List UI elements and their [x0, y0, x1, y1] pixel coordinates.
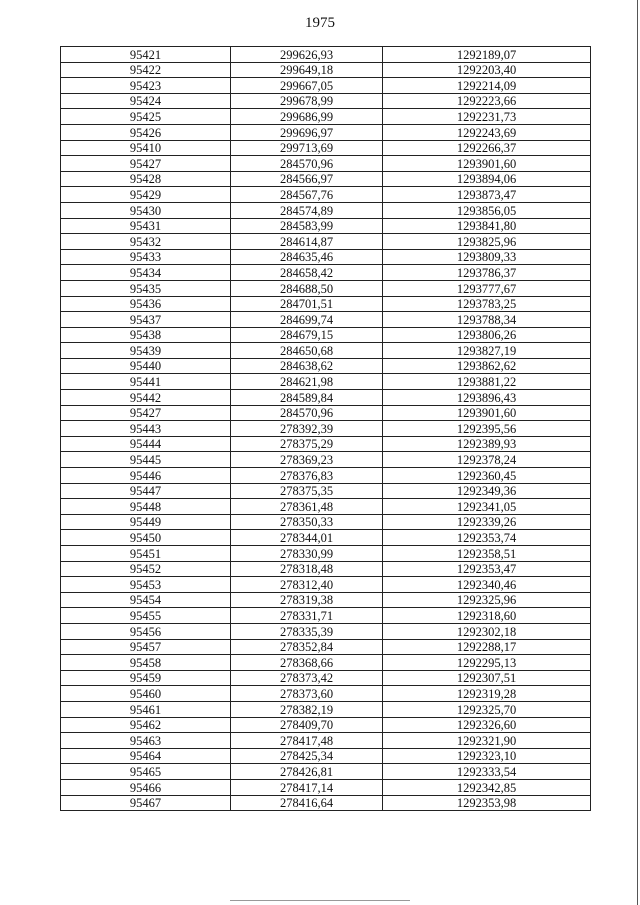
x-coordinate-cell: 278319,38 [231, 592, 383, 608]
x-coordinate-cell: 278409,70 [231, 717, 383, 733]
point-number-cell: 95447 [61, 483, 231, 499]
table-row [61, 623, 591, 639]
point-number-cell: 95424 [61, 93, 231, 109]
x-coordinate-cell: 278417,48 [231, 733, 383, 749]
y-coordinate-cell: 1293881,22 [383, 374, 591, 390]
y-coordinate-cell: 1292333,54 [383, 764, 591, 780]
table-row [61, 140, 591, 156]
x-coordinate-cell: 284688,50 [231, 280, 383, 296]
y-coordinate-cell: 1293809,33 [383, 249, 591, 265]
table-row [61, 187, 591, 203]
y-coordinate-cell: 1293896,43 [383, 390, 591, 406]
y-coordinate-cell: 1292189,07 [383, 47, 591, 63]
table-row [61, 249, 591, 265]
table-row [61, 577, 591, 593]
point-number-cell: 95449 [61, 514, 231, 530]
table-row [61, 78, 591, 94]
x-coordinate-cell: 278350,33 [231, 514, 383, 530]
x-coordinate-cell: 278331,71 [231, 608, 383, 624]
x-coordinate-cell: 299626,93 [231, 47, 383, 63]
table-row [61, 343, 591, 359]
x-coordinate-cell: 278376,83 [231, 468, 383, 484]
point-number-cell: 95458 [61, 655, 231, 671]
table-row [61, 483, 591, 499]
x-coordinate-cell: 278352,84 [231, 639, 383, 655]
y-coordinate-cell: 1293894,06 [383, 171, 591, 187]
table-row [61, 795, 591, 811]
table-row [61, 608, 591, 624]
point-number-cell: 95461 [61, 701, 231, 717]
table-row [61, 390, 591, 406]
table-row [61, 686, 591, 702]
y-coordinate-cell: 1293901,60 [383, 405, 591, 421]
point-number-cell: 95467 [61, 795, 231, 811]
table-row [61, 436, 591, 452]
point-number-cell: 95445 [61, 452, 231, 468]
point-number-cell: 95443 [61, 421, 231, 437]
point-number-cell: 95452 [61, 561, 231, 577]
y-coordinate-cell: 1292319,28 [383, 686, 591, 702]
point-number-cell: 95425 [61, 109, 231, 125]
point-number-cell: 95426 [61, 124, 231, 140]
x-coordinate-cell: 278426,81 [231, 764, 383, 780]
y-coordinate-cell: 1293873,47 [383, 187, 591, 203]
table-row [61, 639, 591, 655]
point-number-cell: 95434 [61, 265, 231, 281]
x-coordinate-cell: 278361,48 [231, 499, 383, 515]
table-row [61, 717, 591, 733]
point-number-cell: 95464 [61, 748, 231, 764]
point-number-cell: 95444 [61, 436, 231, 452]
point-number-cell: 95422 [61, 62, 231, 78]
x-coordinate-cell: 284570,96 [231, 156, 383, 172]
x-coordinate-cell: 284621,98 [231, 374, 383, 390]
point-number-cell: 95437 [61, 312, 231, 328]
table-row [61, 733, 591, 749]
table-row [61, 670, 591, 686]
x-coordinate-cell: 284574,89 [231, 202, 383, 218]
x-coordinate-cell: 278416,64 [231, 795, 383, 811]
x-coordinate-cell: 284589,84 [231, 390, 383, 406]
y-coordinate-cell: 1292326,60 [383, 717, 591, 733]
table-row [61, 234, 591, 250]
table-row [61, 655, 591, 671]
y-coordinate-cell: 1292302,18 [383, 623, 591, 639]
x-coordinate-cell: 284583,99 [231, 218, 383, 234]
y-coordinate-cell: 1293783,25 [383, 296, 591, 312]
x-coordinate-cell: 299667,05 [231, 78, 383, 94]
x-coordinate-cell: 278312,40 [231, 577, 383, 593]
y-coordinate-cell: 1292307,51 [383, 670, 591, 686]
point-number-cell: 95440 [61, 358, 231, 374]
point-number-cell: 95435 [61, 280, 231, 296]
y-coordinate-cell: 1292389,93 [383, 436, 591, 452]
x-coordinate-cell: 278369,23 [231, 452, 383, 468]
page-number: 1975 [305, 15, 335, 31]
x-coordinate-cell: 284614,87 [231, 234, 383, 250]
y-coordinate-cell: 1292341,05 [383, 499, 591, 515]
x-coordinate-cell: 284699,74 [231, 312, 383, 328]
table-row [61, 327, 591, 343]
table-row [61, 93, 591, 109]
point-number-cell: 95439 [61, 343, 231, 359]
point-number-cell: 95448 [61, 499, 231, 515]
y-coordinate-cell: 1292321,90 [383, 733, 591, 749]
x-coordinate-cell: 284701,51 [231, 296, 383, 312]
x-coordinate-cell: 278344,01 [231, 530, 383, 546]
y-coordinate-cell: 1293788,34 [383, 312, 591, 328]
point-number-cell: 95421 [61, 47, 231, 63]
x-coordinate-cell: 278335,39 [231, 623, 383, 639]
table-row [61, 592, 591, 608]
y-coordinate-cell: 1292223,66 [383, 93, 591, 109]
point-number-cell: 95456 [61, 623, 231, 639]
y-coordinate-cell: 1292349,36 [383, 483, 591, 499]
x-coordinate-cell: 284650,68 [231, 343, 383, 359]
point-number-cell: 95436 [61, 296, 231, 312]
point-number-cell: 95460 [61, 686, 231, 702]
table-row [61, 421, 591, 437]
table-row [61, 561, 591, 577]
x-coordinate-cell: 299713,69 [231, 140, 383, 156]
y-coordinate-cell: 1293827,19 [383, 343, 591, 359]
point-number-cell: 95429 [61, 187, 231, 203]
point-number-cell: 95457 [61, 639, 231, 655]
y-coordinate-cell: 1292353,98 [383, 795, 591, 811]
page-edge-line [637, 0, 638, 905]
point-number-cell: 95441 [61, 374, 231, 390]
point-number-cell: 95433 [61, 249, 231, 265]
table-row [61, 202, 591, 218]
point-number-cell: 95427 [61, 156, 231, 172]
x-coordinate-cell: 278368,66 [231, 655, 383, 671]
x-coordinate-cell: 284679,15 [231, 327, 383, 343]
x-coordinate-cell: 284635,46 [231, 249, 383, 265]
table-row [61, 405, 591, 421]
table-row [61, 514, 591, 530]
scan-artifact-line [230, 900, 410, 901]
point-number-cell: 95442 [61, 390, 231, 406]
x-coordinate-cell: 278330,99 [231, 546, 383, 562]
point-number-cell: 95432 [61, 234, 231, 250]
table-row [61, 530, 591, 546]
x-coordinate-cell: 284566,97 [231, 171, 383, 187]
y-coordinate-cell: 1292288,17 [383, 639, 591, 655]
table-row [61, 499, 591, 515]
y-coordinate-cell: 1292318,60 [383, 608, 591, 624]
y-coordinate-cell: 1292339,26 [383, 514, 591, 530]
coordinates-table [60, 46, 591, 811]
y-coordinate-cell: 1292358,51 [383, 546, 591, 562]
table-row [61, 546, 591, 562]
y-coordinate-cell: 1292203,40 [383, 62, 591, 78]
y-coordinate-cell: 1292353,74 [383, 530, 591, 546]
table-row [61, 265, 591, 281]
point-number-cell: 95431 [61, 218, 231, 234]
x-coordinate-cell: 278375,35 [231, 483, 383, 499]
y-coordinate-cell: 1293901,60 [383, 156, 591, 172]
point-number-cell: 95455 [61, 608, 231, 624]
y-coordinate-cell: 1292395,56 [383, 421, 591, 437]
table-row [61, 748, 591, 764]
point-number-cell: 95459 [61, 670, 231, 686]
x-coordinate-cell: 278318,48 [231, 561, 383, 577]
table-row [61, 156, 591, 172]
point-number-cell: 95465 [61, 764, 231, 780]
y-coordinate-cell: 1293862,62 [383, 358, 591, 374]
y-coordinate-cell: 1292214,09 [383, 78, 591, 94]
point-number-cell: 95430 [61, 202, 231, 218]
x-coordinate-cell: 299649,18 [231, 62, 383, 78]
y-coordinate-cell: 1293841,80 [383, 218, 591, 234]
table-row [61, 124, 591, 140]
x-coordinate-cell: 284570,96 [231, 405, 383, 421]
table-row [61, 358, 591, 374]
y-coordinate-cell: 1293806,26 [383, 327, 591, 343]
point-number-cell: 95451 [61, 546, 231, 562]
x-coordinate-cell: 284658,42 [231, 265, 383, 281]
y-coordinate-cell: 1292360,45 [383, 468, 591, 484]
point-number-cell: 95410 [61, 140, 231, 156]
table-row [61, 296, 591, 312]
y-coordinate-cell: 1292325,70 [383, 701, 591, 717]
y-coordinate-cell: 1292243,69 [383, 124, 591, 140]
table-row [61, 701, 591, 717]
point-number-cell: 95466 [61, 779, 231, 795]
table-row [61, 764, 591, 780]
table-row [61, 280, 591, 296]
y-coordinate-cell: 1292266,37 [383, 140, 591, 156]
x-coordinate-cell: 278375,29 [231, 436, 383, 452]
y-coordinate-cell: 1293786,37 [383, 265, 591, 281]
x-coordinate-cell: 278417,14 [231, 779, 383, 795]
y-coordinate-cell: 1292340,46 [383, 577, 591, 593]
point-number-cell: 95463 [61, 733, 231, 749]
point-number-cell: 95454 [61, 592, 231, 608]
y-coordinate-cell: 1293856,05 [383, 202, 591, 218]
y-coordinate-cell: 1292295,13 [383, 655, 591, 671]
point-number-cell: 95428 [61, 171, 231, 187]
x-coordinate-cell: 278425,34 [231, 748, 383, 764]
y-coordinate-cell: 1293825,96 [383, 234, 591, 250]
y-coordinate-cell: 1292378,24 [383, 452, 591, 468]
point-number-cell: 95438 [61, 327, 231, 343]
y-coordinate-cell: 1293777,67 [383, 280, 591, 296]
point-number-cell: 95423 [61, 78, 231, 94]
point-number-cell: 95446 [61, 468, 231, 484]
y-coordinate-cell: 1292325,96 [383, 592, 591, 608]
point-number-cell: 95427 [61, 405, 231, 421]
x-coordinate-cell: 278392,39 [231, 421, 383, 437]
x-coordinate-cell: 278373,60 [231, 686, 383, 702]
point-number-cell: 95453 [61, 577, 231, 593]
point-number-cell: 95450 [61, 530, 231, 546]
table-row [61, 109, 591, 125]
point-number-cell: 95462 [61, 717, 231, 733]
table-row [61, 468, 591, 484]
table-row [61, 779, 591, 795]
x-coordinate-cell: 299678,99 [231, 93, 383, 109]
table-row [61, 312, 591, 328]
x-coordinate-cell: 299696,97 [231, 124, 383, 140]
x-coordinate-cell: 284638,62 [231, 358, 383, 374]
x-coordinate-cell: 278373,42 [231, 670, 383, 686]
coordinates-table-body [61, 47, 591, 811]
table-row [61, 452, 591, 468]
x-coordinate-cell: 278382,19 [231, 701, 383, 717]
table-row [61, 171, 591, 187]
y-coordinate-cell: 1292231,73 [383, 109, 591, 125]
x-coordinate-cell: 299686,99 [231, 109, 383, 125]
table-row [61, 218, 591, 234]
y-coordinate-cell: 1292353,47 [383, 561, 591, 577]
table-row [61, 47, 591, 63]
table-row [61, 374, 591, 390]
x-coordinate-cell: 284567,76 [231, 187, 383, 203]
y-coordinate-cell: 1292323,10 [383, 748, 591, 764]
table-row [61, 62, 591, 78]
y-coordinate-cell: 1292342,85 [383, 779, 591, 795]
